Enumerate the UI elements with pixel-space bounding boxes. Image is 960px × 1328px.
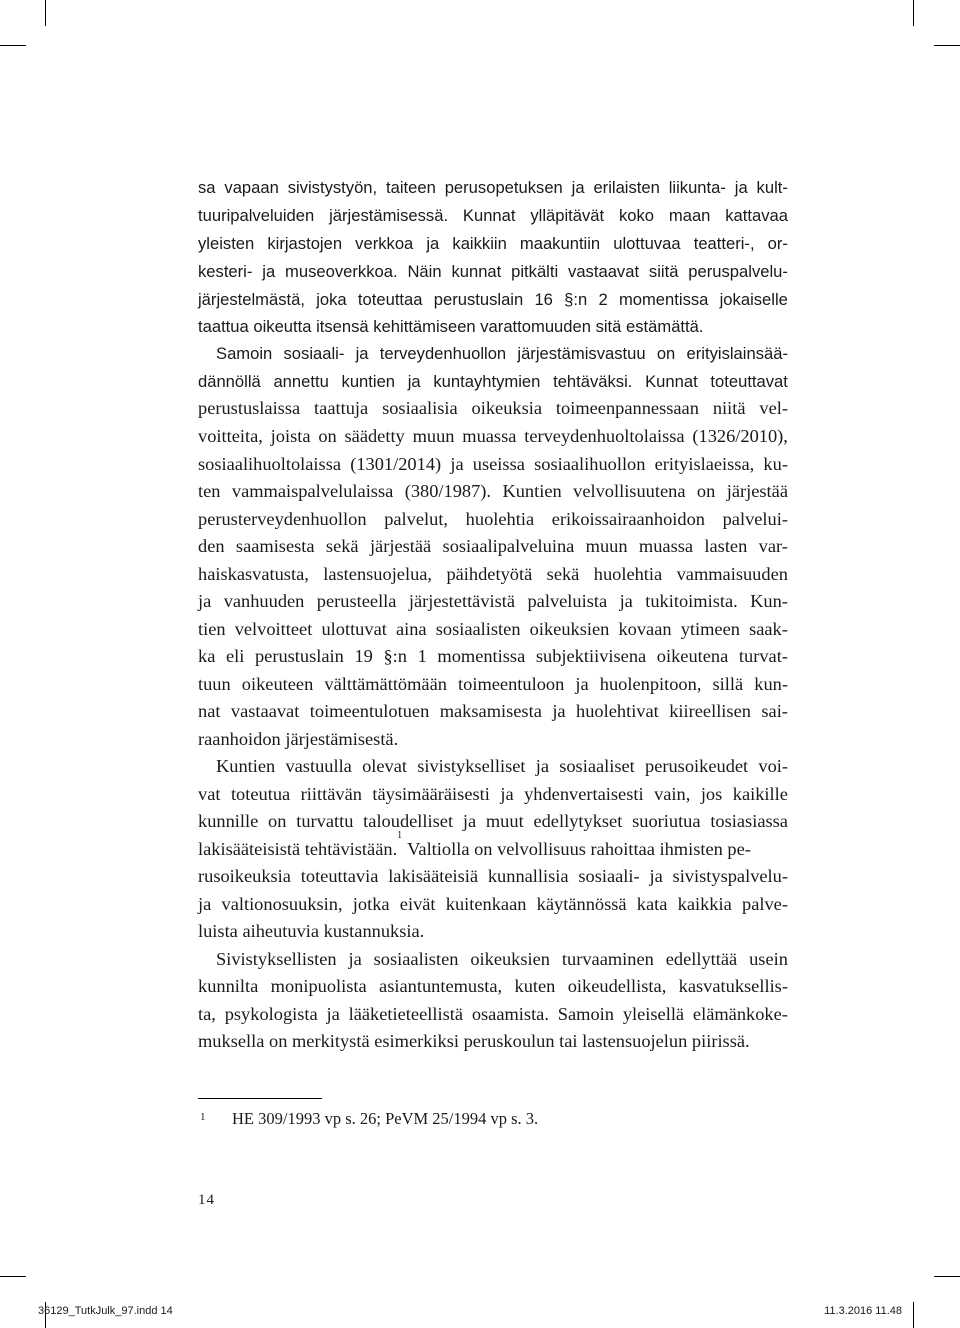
word: perustuslain [433,290,524,309]
word: ta, [198,1004,216,1024]
footnote-text: HE 309/1993 vp s. 26; PeVM 25/1994 vp s. 3. [232,1109,539,1128]
word: subjektiivisena [535,646,647,666]
word: huolehtia [593,564,663,584]
text-line: taattua oikeutta itsensä kehittämiseen varattomuuden sitä estämättä. [198,317,704,336]
word: tukitoimista. [645,591,738,611]
word: palveluista [527,591,608,611]
word: ulottuvaa [613,234,681,253]
word: palve- [742,894,788,914]
text-line [198,973,788,1000]
word: Kuntien [502,481,562,501]
text-line [198,1001,788,1028]
word: ulottuvat [321,619,387,639]
word: Kunnat [462,206,516,225]
word: Näin [407,262,442,281]
word: perusoikeudet [645,756,749,776]
word: taattuja [314,398,369,418]
word: tuuripalveluiden [198,206,315,225]
word: (1301/2014) [350,454,442,474]
word: toimeenpannessaan [555,398,699,418]
word: annettu [273,372,329,391]
word: yleisten [198,234,255,253]
word: olevat [362,756,407,776]
word: lasten [704,536,748,556]
word: taloudelliset [363,811,454,831]
word: kaikkiin [452,234,507,253]
word: huolehtivat [576,701,659,721]
text-line [198,830,788,863]
word: kattavaa [725,206,788,225]
word: vat [198,784,221,804]
word: kunnallisia [487,866,569,886]
word: sosiaalisia [382,398,458,418]
word: edellyttää [665,949,738,969]
word: ja [571,178,585,197]
word: psykologista [224,1004,318,1024]
word: aina [395,619,427,639]
word: kovaan [618,619,672,639]
text-line: raanhoidon järjestämisestä. [198,729,399,749]
word: järjestämisessä. [329,206,449,225]
word: ja [575,674,589,694]
word: kata [636,894,668,914]
word: turvaaminen [561,949,654,969]
text-line [198,368,788,395]
word: välttämättömään [324,674,447,694]
word: oikeutena [656,646,729,666]
word: velvoitteet [234,619,313,639]
word: sosiaali- [283,344,345,363]
word: museoverkkoa. [285,262,398,281]
word: sosiaali- [578,866,640,886]
word: huolenpitoon, [599,674,702,694]
word: muun [412,426,455,446]
crop-mark [0,1276,26,1277]
text-line [198,808,788,835]
word: vammaispalvelulaissa [231,481,394,501]
word: järjestelmästä, [198,290,305,309]
word: käytännössä [536,894,627,914]
text-line [198,671,788,698]
word: ja [462,811,477,831]
text-line [198,478,788,505]
word: säädetty [344,426,405,446]
word: voi- [758,756,788,776]
word: vain, [654,784,691,804]
word: järjestää [726,481,788,501]
word: ylläpitävät [530,206,605,225]
text-line [198,230,788,257]
word: kirjastojen [267,234,343,253]
word: ja [734,178,748,197]
word: riittävän [300,784,362,804]
text-line [198,395,788,422]
page-number: 14 [198,1192,215,1208]
word: oikeuteen [241,674,314,694]
word: jotka [352,894,390,914]
word: sosiaalipalveluina [442,536,575,556]
text-line [198,863,788,890]
word: tosiasiassa [710,811,788,831]
word: momentissa [437,646,526,666]
word: vel- [759,398,788,418]
word: sivistystyön, [287,178,378,197]
word: ja [500,784,514,804]
word: Kuntien [216,756,276,776]
word: verkkoa [355,234,414,253]
word: toimeentuloon [458,674,565,694]
word: sai- [761,701,788,721]
text-line [198,588,788,615]
text-line [198,643,788,670]
word: sekä [546,564,580,584]
word: päihdetyötä [446,564,533,584]
word: edellytykset [533,811,623,831]
word: kaikille [732,784,788,804]
word: voitteita, [198,426,263,446]
word: sosiaalisten [435,619,521,639]
word: ja [450,454,464,474]
text-segment: lakisääteisistä tehtävistään. [198,839,398,859]
word: toteuttavat [710,372,788,391]
word: ten [198,481,221,501]
word: ja [535,756,549,776]
word: perustuslain [254,646,344,666]
word: saamisesta [235,536,315,556]
word: muassa [638,536,694,556]
word: turvattu [296,811,354,831]
word: asiantuntemusta, [379,976,503,996]
word: or- [767,234,788,253]
word: ka [198,646,216,666]
word: vastaavat [230,701,300,721]
word: vammaisuuden [676,564,788,584]
word: on [696,481,716,501]
word: kesteri- [198,262,253,281]
word: erikoissairaanhoidon [551,509,705,529]
word: terveydenhuollon [379,344,507,363]
text-line [198,561,788,588]
word: vanhuuden [223,591,305,611]
word: kunnilta [198,976,259,996]
word: erilaisten [593,178,660,197]
word: muun [585,536,628,556]
word: ja [552,701,566,721]
word: 2 [598,290,608,309]
word: pitkälti [511,262,559,281]
footnote-divider [198,1098,322,1099]
word: ja [348,949,362,969]
text-segment: Valtiolla on velvollisuus rahoittaa ihmisten pe- [407,839,751,859]
word: elämänkoke- [692,1004,788,1024]
text-line [216,340,788,367]
word: Kun- [750,591,788,611]
word: 19 [354,646,373,666]
word: sosiaalihuoltolaissa [198,454,342,474]
word: dännöllä [198,372,261,391]
slug-date: 11.3.2016 11.48 [824,1305,902,1317]
crop-mark [934,45,960,46]
word: teatteri-, [693,234,755,253]
word: muut [485,811,524,831]
crop-mark [934,1276,960,1277]
word: joka [316,290,347,309]
word: tehtäväksi. [553,372,633,391]
word: yhdenvertaisesti [524,784,644,804]
text-line [198,258,788,285]
word: turvat- [738,646,788,666]
word: tuun [198,674,231,694]
word: palvelut, [384,509,449,529]
word: Sivistyksellisten [216,949,337,969]
word: eli [225,646,245,666]
text-line [198,286,788,313]
text-line [216,753,788,780]
crop-mark [0,45,26,46]
word: kiireellisen [669,701,751,721]
word: ja [198,894,212,914]
word: sivistykselliset [417,756,526,776]
word: oikeuksien [470,949,551,969]
word: kuntayhtymien [433,372,541,391]
word: velvollisuutena [573,481,686,501]
text-line: luista aiheutuvia kustannuksia. [198,921,425,941]
word: oikeudellista, [567,976,667,996]
word: vastuulla [285,756,352,776]
word: den [198,536,225,556]
text-line [198,616,788,643]
word: nat [198,701,221,721]
word: on [268,811,287,831]
text-line [198,423,788,450]
word: sekä [325,536,359,556]
word: §:n [383,646,407,666]
word: ja [262,262,276,281]
word: Kunnat [645,372,698,391]
word: usein [749,949,788,969]
word: useissa [472,454,525,474]
word: joista [270,426,311,446]
word: sillä [712,674,744,694]
word: sosiaaliset [559,756,635,776]
crop-mark [913,0,914,26]
word: kuitenkaan [445,894,527,914]
word: koko [618,206,655,225]
word: var- [758,536,788,556]
text-line [198,698,788,725]
word: sosiaalisten [373,949,459,969]
word: toteuttaa [357,290,423,309]
word: toimeentulotuen [309,701,430,721]
word: ja [649,866,663,886]
word: kult- [756,178,788,197]
word: momentissa [618,290,709,309]
word: ja [326,1004,340,1024]
word: erityislainsää- [686,344,788,363]
word: oikeuksien [529,619,610,639]
word: lääketieteellistä [348,1004,463,1024]
word: suoriutua [632,811,701,831]
word: sosiaalihuollon [534,454,646,474]
word: maakuntiin [519,234,601,253]
word: rusoikeuksia [198,866,291,886]
word: kunnille [198,811,259,831]
word: palvelui- [722,509,788,529]
word: on [656,344,676,363]
word: maan [668,206,711,225]
word: järjestää [369,536,432,556]
word: perusopetuksen [444,178,563,197]
word: valtionosuuksin, [221,894,343,914]
word: taiteen [386,178,436,197]
word: kun- [754,674,788,694]
word: täysimääräisesti [372,784,490,804]
word: on [318,426,337,446]
word: (1326/2010), [692,426,788,446]
word: sa [198,178,216,197]
word: ku- [763,454,788,474]
slug-filename: 36129_TutkJulk_97.indd 14 [38,1305,173,1317]
word: Samoin [216,344,273,363]
word: tien [198,619,226,639]
word: vastaavat [568,262,640,281]
word: kuntien [341,372,396,391]
word: muassa [462,426,517,446]
text-line [198,451,788,478]
word: lastensuojelua, [323,564,433,584]
text-line [216,946,788,973]
word: (380/1987). [404,481,492,501]
word: sivistyspalvelu- [672,866,788,886]
word: §:n [564,290,588,309]
text-line [198,533,788,560]
word: haiskasvatusta, [198,564,309,584]
word: ja [619,591,633,611]
crop-mark [913,1302,914,1328]
word: niitä [712,398,746,418]
word: järjestämisvastuu [517,344,646,363]
word: 16 [534,290,553,309]
word: eivät [399,894,436,914]
word: perusteella [316,591,397,611]
word: monipuolista [270,976,367,996]
word: jos [700,784,723,804]
word: toteuttavia [300,866,379,886]
word: järjestettävistä [408,591,516,611]
word: kasvatuksellis- [678,976,788,996]
word: jokaiselle [719,290,788,309]
word: ja [407,372,421,391]
word: ja [198,591,212,611]
word: siitä [648,262,679,281]
word: maksamisesta [439,701,542,721]
text-line [198,174,788,201]
word: kunnat [451,262,502,281]
text-line [198,202,788,229]
word: liikunta- [668,178,726,197]
word: kuten [514,976,556,996]
text-line: muksella on merkitystä esimerkiksi peruskoulun tai lastensuojelun piirissä. [198,1031,750,1051]
text-line [198,506,788,533]
word: perustuslaissa [198,398,301,418]
word: perusterveydenhuollon [198,509,367,529]
word: terveydenhuoltolaissa [524,426,685,446]
word: vapaan [224,178,279,197]
word: ytimeen [680,619,740,639]
footnote-reference[interactable]: 1 [397,830,403,841]
word: lakisääteisiä [388,866,479,886]
word: peruspalvelu- [688,262,788,281]
footnote-number: 1 [200,1111,206,1123]
word: huolehtia [465,509,535,529]
text-line [198,891,788,918]
word: yleisellä [622,1004,685,1024]
word: osaamista. [471,1004,549,1024]
word: oikeuksia [471,398,543,418]
word: toteutua [230,784,291,804]
word: erityislaeissa, [654,454,755,474]
word: Samoin [557,1004,614,1024]
word: ja [426,234,440,253]
word: 1 [417,646,427,666]
text-line [198,781,788,808]
crop-mark [45,0,46,26]
word: saak- [749,619,788,639]
word: ja [355,344,369,363]
word: kaikkia [677,894,732,914]
